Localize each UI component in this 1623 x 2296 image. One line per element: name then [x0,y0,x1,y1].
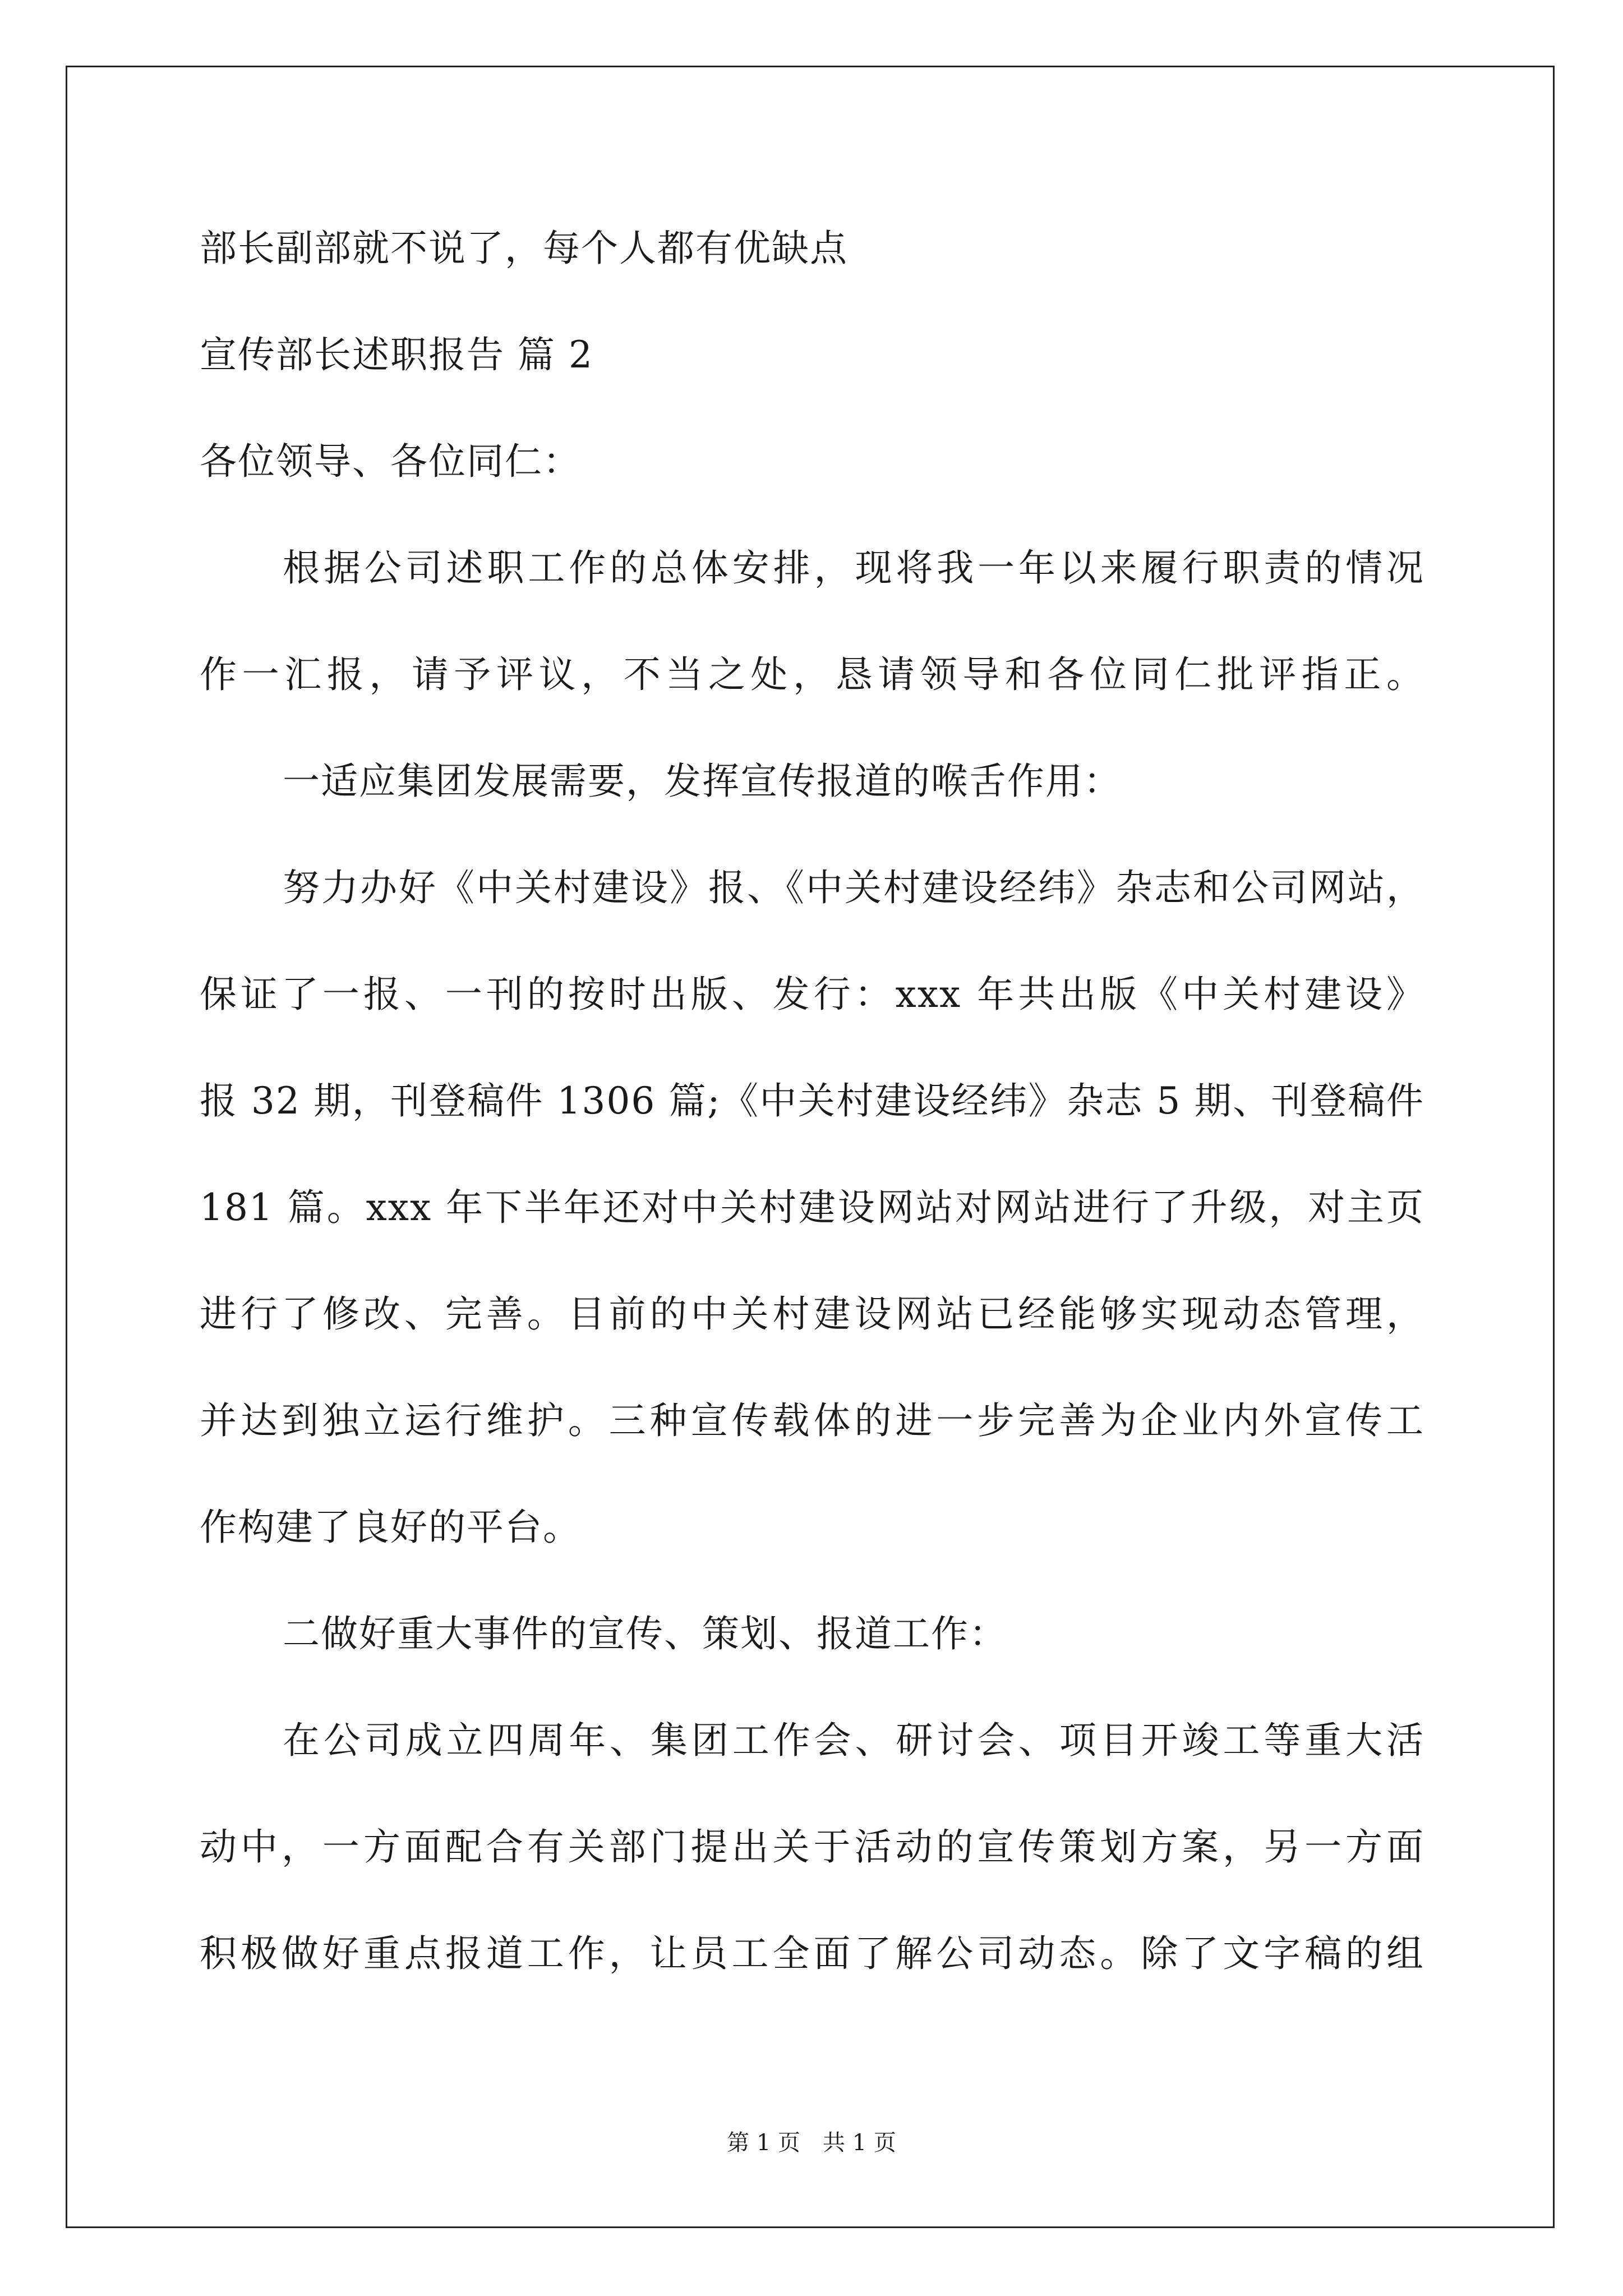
salutation: 各位领导、各位同仁： [200,440,581,483]
point-two-heading: 二做好重大事件的宣传、策划、报道工作： [283,1612,1007,1655]
paragraph-two-line-2: 动中，一方面配合有关部门提出关于活动的宣传策划方案，另一方面 [200,1825,1424,1869]
paragraph-one-line-7: 作构建了良好的平台。 [200,1506,581,1549]
paragraph-one-line-5: 进行了修改、完善。目前的中关村建设网站已经能够实现动态管理， [200,1292,1424,1336]
paragraph-one-line-2: 保证了一报、一刊的按时出版、发行：xxx 年共出版《中关村建设》 [200,973,1424,1016]
point-one-heading: 一适应集团发展需要，发挥宣传报道的喉舌作用： [283,760,1122,803]
page-footer: 第 1 页 共 1 页 [727,2130,896,2156]
paragraph-one-line-1: 努力办好《中关村建设》报、《中关村建设经纬》杂志和公司网站， [283,866,1424,909]
section-heading: 宣传部长述职报告 篇 2 [200,333,593,376]
paragraph-one-line-4: 181 篇。xxx 年下半年还对中关村建设网站对网站进行了升级，对主页 [200,1186,1424,1229]
paragraph-intro-line-1: 根据公司述职工作的总体安排，现将我一年以来履行职责的情况 [283,546,1424,590]
paragraph-one-line-3: 报 32 期，刊登稿件 1306 篇;《中关村建设经纬》杂志 5 期、刊登稿件 [200,1079,1424,1122]
text-line-1: 部长副部就不说了，每个人都有优缺点 [200,227,848,270]
paragraph-one-line-6: 并达到独立运行维护。三种宣传载体的进一步完善为企业内外宣传工 [200,1399,1424,1442]
paragraph-two-line-1: 在公司成立四周年、集团工作会、研讨会、项目开竣工等重大活 [283,1719,1424,1762]
page-border [66,66,1555,2228]
paragraph-intro-line-2: 作一汇报，请予评议，不当之处，恳请领导和各位同仁批评指正。 [200,653,1424,696]
paragraph-two-line-3: 积极做好重点报道工作，让员工全面了解公司动态。除了文字稿的组 [200,1932,1424,1975]
